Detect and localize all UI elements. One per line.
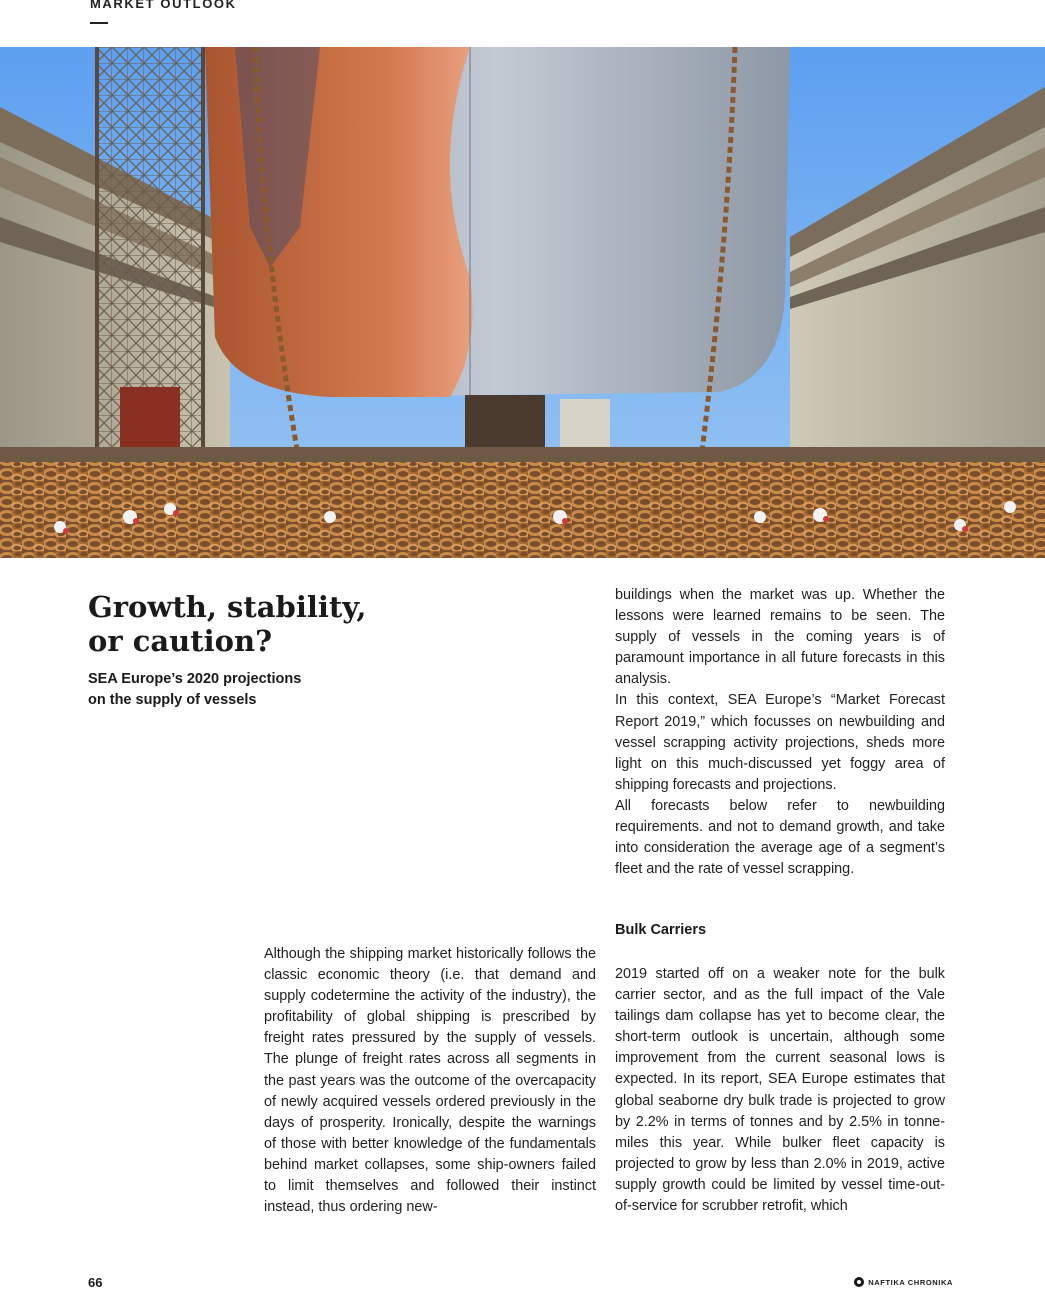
publication-brand xyxy=(854,1277,953,1287)
paragraph: 2019 started off on a weaker note for the bulk carrier sector, and as the full impact of the Vale tailings dam collapse has yet to become clear, the short-term outlook is uncertain, although some improvement from the current seasonal lows is expected. In its report, SEA Europe estimates that global seaborne dry bulk trade is projected to grow by 2.2% in terms of tonnes and by 2.5% in tonne-miles this year. While bulker fleet capacity is projected to grow by less than 2.0% in 2019, active supply growth could be limited by vessel time-out-of-service for scrubber retrofit, which xyxy=(615,966,945,1215)
paragraph: Although the shipping market historically follows the classic economic theory (i.e. that demand and supply codetermine the activity of the industry), the profitability of global shipping is prescribed by freight rates pressured by the supply of vessels. The plunge of freight rates across all segments in the past years was the outcome of the overcapacity of newly acquired vessels ordered previously in the days of prosperity. Ironically, despite the warnings of those with better knowledge of the fundamentals behind market collapses, some ship-owners failed to limit themselves and followed their instinct instead, thus ordering new- xyxy=(264,946,596,1216)
article-subtitle-line-1: SEA Europe’s 2020 projections xyxy=(88,671,302,687)
brand-logo-icon xyxy=(854,1277,864,1287)
article-title-line-1: Growth, stability, xyxy=(88,590,367,624)
article-title xyxy=(88,590,418,658)
article-subtitle-line-2: on the supply of vessels xyxy=(88,692,257,708)
paragraph: buildings when the market was up. Whether the lessons were learned remains to be seen. The supply of vessels in the coming years is of paramount importance in all future forecasts in this analysis. xyxy=(615,587,945,688)
left-column xyxy=(264,944,596,1218)
hero-image xyxy=(0,47,1045,558)
right-column-bottom xyxy=(615,964,945,1217)
section-heading-bulk-carriers: Bulk Carriers xyxy=(615,922,707,938)
right-column-top xyxy=(615,585,945,880)
page-number: 66 xyxy=(88,1275,103,1290)
article-title-line-2: or caution? xyxy=(88,624,273,658)
paragraph: In this context, SEA Europe’s “Market Forecast Report 2019,” which focusses on newbuilding and vessel scrapping activity projections, sheds more light on this much-discussed yet foggy area of shipping forecasts and projections. xyxy=(615,692,945,793)
paragraph: All forecasts below refer to newbuilding requirements. and not to demand growth, and take into consideration the average age of a segment’s fleet and the rate of vessel scrapping. xyxy=(615,797,945,878)
brand-name: NAFTIKA CHRONIKA xyxy=(868,1277,953,1287)
article-subtitle xyxy=(88,669,348,711)
section-label: MARKET OUTLOOK xyxy=(90,0,237,11)
section-divider xyxy=(90,22,108,24)
